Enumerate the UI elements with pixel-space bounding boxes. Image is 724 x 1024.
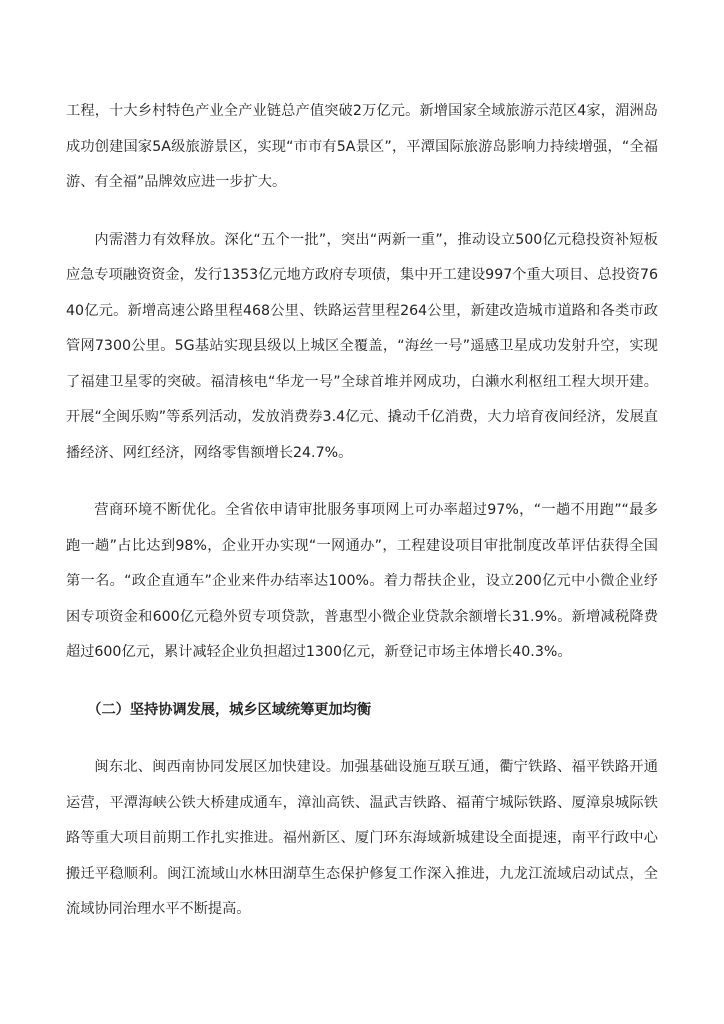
- paragraph-domestic-demand: 内需潜力有效释放。深化“五个一批”，突出“两新一重”，推动设立500亿元稳投资补短板应急专项融资资金，发行1353亿元地方政府专项债，集中开工建设997个重大项目、总投资7640亿元。新增高速公路里程468公里、铁路运营里程264公里，新建改造城市道路和各类市政管网7300公里。5G基站实现县级以上城区全覆盖，“海丝一号”遥感卫星成功发射升空，实现了福建卫星零的突破。福清核电“华龙一号”全球首堆并网成功，白濑水利枢纽工程大坝开建。开展“全闽乐购”等系列活动，发放消费券3.4亿元、撬动千亿消费，大力培育夜间经济，发展直播经济、网红经济，网络零售额增长24.7%。: [66, 231, 658, 461]
- section-heading-coordinated-development: （二）坚持协调发展，城乡区域统筹更加均衡: [87, 701, 372, 718]
- paragraph-regional-coordination: 闽东北、闽西南协同发展区加快建设。加强基础设施互联互通，衢宁铁路、福平铁路开通运营，平潭海峡公铁大桥建成通车，漳汕高铁、温武吉铁路、福莆宁城际铁路、厦漳泉城际铁路等重大项目前期工作扎实推进。福州新区、厦门环东海域新城建设全面提速，南平行政中心搬迁平稳顺利。闽江流域山水林田湖草生态保护修复工作深入推进，九龙江流域启动试点，全流域协同治理水平不断提高。: [66, 759, 658, 917]
- paragraph-business-environment: 营商环境不断优化。全省依申请审批服务事项网上可办率超过97%，“一趟不用跑”“最多跑一趟”占比达到98%，企业开办实现“一网通办”，工程建设项目审批制度改革评估获得全国第一名。“政企直通车”企业来件办结率达100%。着力帮扶企业，设立200亿元中小微企业纾困专项资金和600亿元稳外贸专项贷款，普惠型小微企业贷款余额增长31.9%。新增减税降费超过600亿元，累计减轻企业负担超过1300亿元，新登记市场主体增长40.3%。: [66, 502, 658, 660]
- paragraph-tourism-continued: 工程，十大乡村特色产业全产业链总产值突破2万亿元。新增国家全域旅游示范区4家，湄洲岛成功创建国家5A级旅游景区，实现“市市有5A景区”，平潭国际旅游岛影响力持续增强，“全福游、有全福”品牌效应进一步扩大。: [66, 103, 658, 190]
